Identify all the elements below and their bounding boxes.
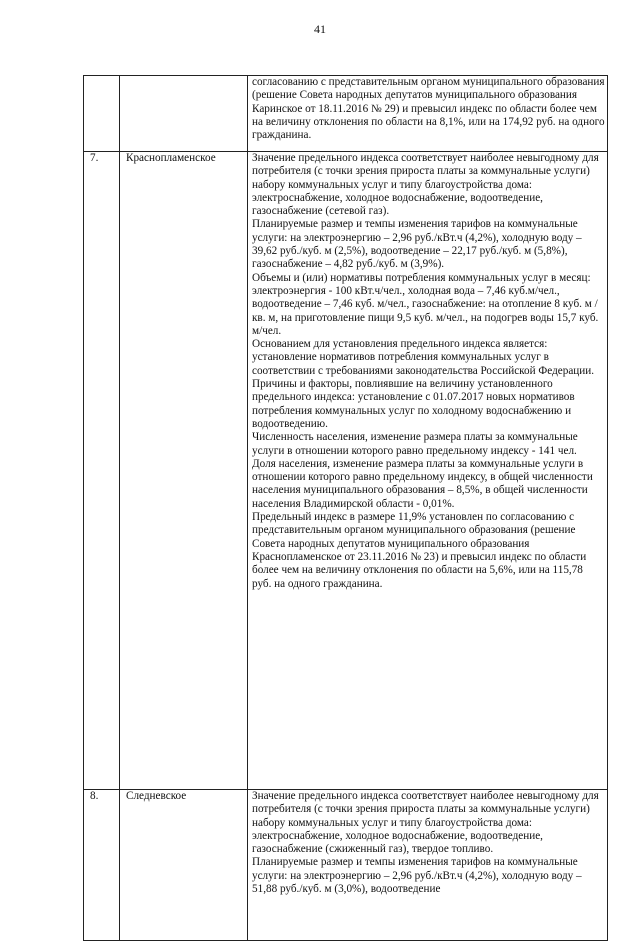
indices-table	[83, 75, 608, 941]
description-paragraph: Причины и факторы, повлиявшие на величину установленного предельного индекса: установление с 01.07.2017 новых нормативов потребления коммунальных услуг по холодному водоснабжению и водоотведению.	[252, 378, 575, 430]
municipality-name	[120, 76, 248, 152]
table-row	[84, 76, 608, 152]
description-paragraph: Значение предельного индекса соответствует наиболее невыгодному для потребителя (с точки зрения прироста платы за коммунальные услуги) набору коммунальных услуг и типу благоустройства дома: электроснабжение, холодное водоснабжение, водоотведение, газоснабжение (сетевой газ).	[252, 152, 599, 218]
row-number: 8.	[84, 790, 120, 941]
row-description	[248, 76, 608, 152]
row-number	[84, 76, 120, 152]
description-paragraph: Численность населения, изменение размера платы за коммунальные услуги в отношении которого равно предельному индексу - 141 чел.	[252, 431, 578, 457]
description-paragraph: Планируемые размер и темпы изменения тарифов на коммунальные услуги: на электроэнергию – 2,96 руб./кВт.ч (4,2%), холодную воду – 39,62 руб./куб. м (2,5%), водоотведение – 22,17 руб./куб. м (5,8%), газоснабжение – 4,82 руб./куб. м (3,9%).	[252, 218, 582, 271]
row-description	[248, 152, 608, 790]
municipality-name: Краснопламенское	[120, 152, 248, 790]
description-paragraph: согласованию с представительным органом муниципального образования (решение Совета народных депутатов муниципального образования Каринское от 18.11.2016 № 29) и превысил индекс по области более чем на величину отклонения по области на 8,1%, или на 174,92 руб. на одного гражданина.	[252, 76, 605, 142]
table-row	[84, 152, 608, 790]
row-description	[248, 790, 608, 941]
municipality-name: Следневское	[120, 790, 248, 941]
description-paragraph: Доля населения, изменение размера платы за коммунальные услуги в отношении которого равно предельному индексу, в общей численности населения муниципального образования – 8,5%, в общей численности населения Владимирской области - 0,01%.	[252, 457, 593, 510]
table-row	[84, 790, 608, 941]
description-paragraph: Планируемые размер и темпы изменения тарифов на коммунальные услуги: на электроэнергию – 2,96 руб./кВт.ч (4,2%), холодную воду – 51,88 руб./куб. м (3,0%), водоотведение	[252, 856, 582, 896]
description-paragraph: Объемы и (или) нормативы потребления коммунальных услуг в месяц: электроэнергия - 100 кВт.ч/чел., холодная вода – 7,46 куб.м/чел., водоотведение – 7,46 куб. м/чел., газоснабжение: на отопление 8 куб. м /кв. м, на приготовление пищи 9,5 куб. м/чел., на подогрев воды 15,7 куб. м/чел.	[252, 271, 599, 337]
description-paragraph: Значение предельного индекса соответствует наиболее невыгодному для потребителя (с точки зрения прироста платы за коммунальные услуги) набору коммунальных услуг и типу благоустройства дома: электроснабжение, холодное водоснабжение, водоотведение, газоснабжение (сжиженный газ), твердое топливо.	[252, 790, 599, 856]
description-paragraph: Предельный индекс в размере 11,9% установлен по согласованию с представительным органом муниципального образования (решение Совета народных депутатов муниципального образования Краснопламенское от 23.11.2016 № 23) и превысил индекс по области более чем на величину отклонения по области на 5,6%, или на 115,78 руб. на одного гражданина.	[252, 511, 587, 590]
row-number: 7.	[84, 152, 120, 790]
description-paragraph: Основанием для установления предельного индекса является: установление нормативов потребления коммунальных услуг в соответствии с требованиями законодательства Российской Федерации.	[252, 338, 595, 377]
page-number: 41	[314, 22, 326, 36]
